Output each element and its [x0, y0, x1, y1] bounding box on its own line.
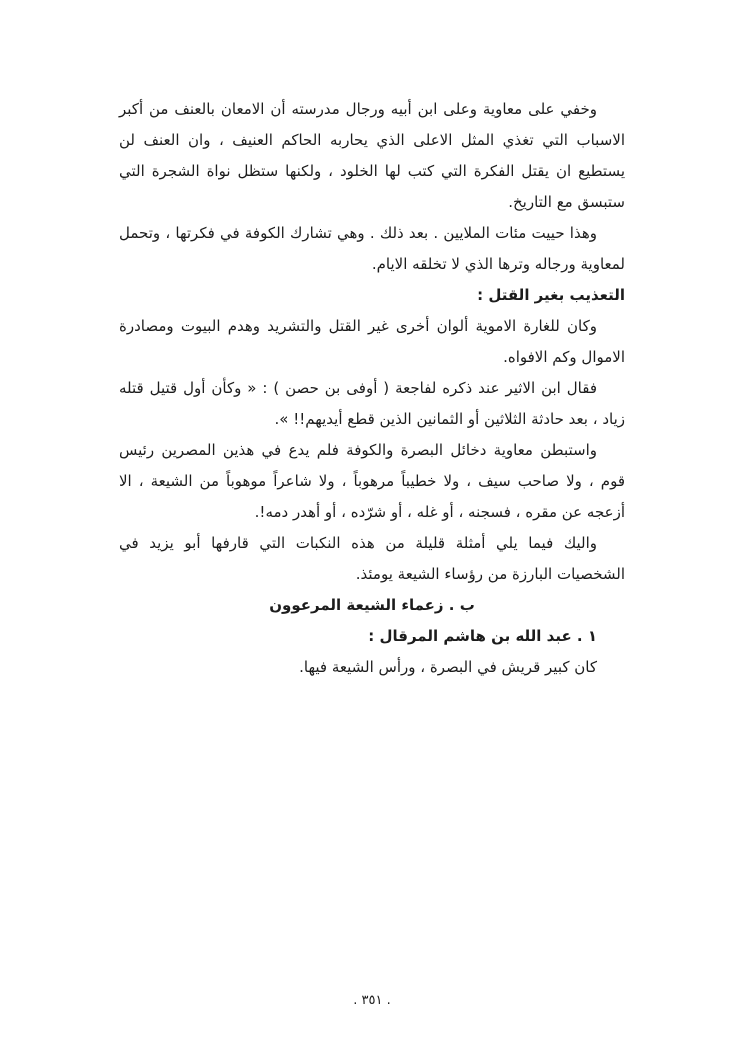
section-heading: التعذيب بغير القتل : [477, 286, 625, 304]
paragraph: واليك فيما يلي أمثلة قليلة من هذه النكبات التي قارفها أبو يزيد في الشخصيات البارزة من رؤساء الشيعة يومئذ. [119, 534, 625, 583]
numbered-subheading: ١ . عبد الله بن هاشم المرقال : [368, 627, 597, 645]
page-number: . ٣٥١ . [353, 993, 391, 1008]
paragraph: وخفي على معاوية وعلى ابن أبيه ورجال مدرسته أن الامعان بالعنف من أكبر الاسباب التي تغذي المثل الاعلى الذي يحاربه الحاكم العنيف ، وان العنف لن يستطيع ان يقتل الفكرة التي كتب لها الخلود ، ولكنها ستظل نواة الشجرة التي ستبسق مع التاريخ. [119, 100, 625, 211]
text-block [119, 94, 625, 683]
paragraph: كان كبير قريش في البصرة ، ورأس الشيعة فيها. [299, 658, 597, 676]
paragraph: وكان للغارة الاموية ألوان أخرى غير القتل والتشريد وهدم البيوت ومصادرة الاموال وكم الافواه. [119, 317, 625, 366]
chapter-heading: ب . زعماء الشيعة المرعوون [269, 596, 475, 614]
paragraph: واستبطن معاوية دخائل البصرة والكوفة فلم يدع في هذين المصرين رئيس قوم ، ولا صاحب سيف ، ولا خطيباً مرهوباً ، ولا شاعراً موهوباً من الشيعة ، الا أزعجه عن مقره ، فسجنه ، أو غله ، أو شرّده ، أو أهدر دمه!. [119, 441, 625, 521]
paragraph: وهذا حييت مئات الملايين . بعد ذلك . وهي تشارك الكوفة في فكرتها ، وتحمل لمعاوية ورجاله وترها الذي لا تخلقه الايام. [119, 224, 625, 273]
paragraph: فقال ابن الاثير عند ذكره لفاجعة ( أوفى بن حصن ) : « وكأن أول قتيل قتله زياد ، بعد حادثة الثلاثين أو الثمانين الذين قطع أيديهم!! ». [119, 379, 625, 428]
